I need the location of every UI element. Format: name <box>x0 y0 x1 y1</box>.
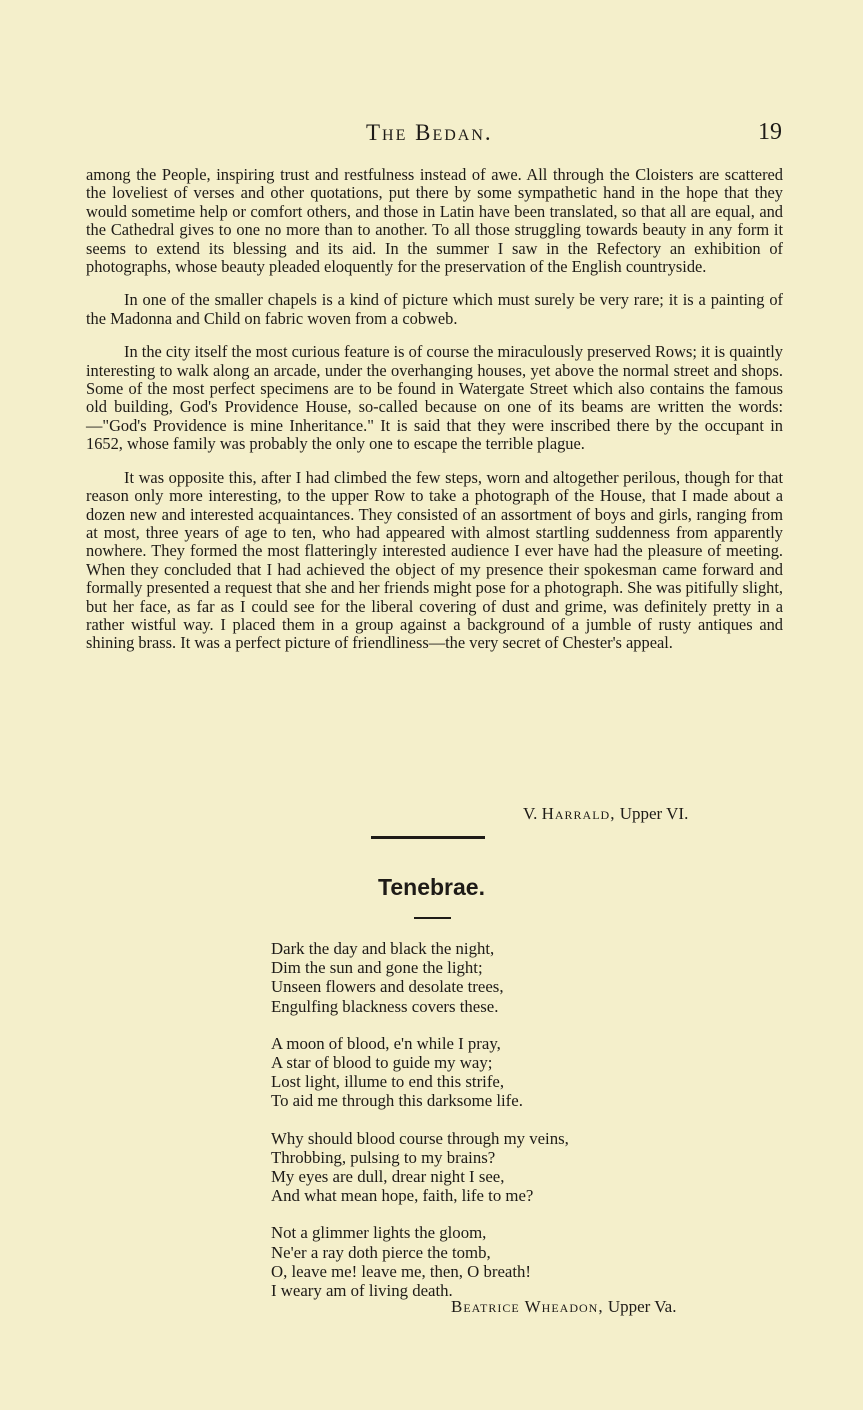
poem-line: My eyes are dull, drear night I see, <box>271 1167 505 1187</box>
author-initial: V. <box>523 804 538 823</box>
poem-line: Lost light, illume to end this strife, <box>271 1072 505 1092</box>
page-number: 19 <box>758 119 782 145</box>
poet-name: Beatrice Wheadon, <box>451 1297 604 1316</box>
poem-title: Tenebrae. <box>378 874 485 900</box>
poem-line: Dim the sun and gone the light; <box>271 958 483 978</box>
article-body <box>86 166 783 668</box>
poet-form: Upper Va. <box>607 1297 677 1316</box>
poem-body <box>271 939 569 1318</box>
article-signature <box>523 804 688 824</box>
poem-line: Not a glimmer lights the gloom, <box>271 1223 487 1243</box>
poem-stanza <box>271 1034 569 1111</box>
poem-line: And what mean hope, faith, life to me? <box>271 1186 534 1206</box>
running-title: The Bedan. <box>366 120 493 145</box>
page-header <box>0 120 863 154</box>
poem-line: Engulfing blackness covers these. <box>271 996 499 1016</box>
poem-line: Unseen flowers and desolate trees, <box>271 977 504 997</box>
poem-line: A moon of blood, e'n while I pray, <box>271 1033 501 1053</box>
poem-line: Ne'er a ray doth pierce the tomb, <box>271 1242 491 1262</box>
author-surname: Harrald, <box>541 804 616 823</box>
poem-line: I weary am of living death. <box>271 1281 453 1301</box>
poem-line: O, leave me! leave me, then, O breath! <box>271 1261 531 1281</box>
article-paragraph: among the People, inspiring trust and restfulness instead of awe. All through the Cloisters are scattered the loveliest of verses and other quotations, put there by some sympathetic hand in the hope that they would sometime help or comfort others, and those in Latin have been translated, so that all are equal, and the Cathedral gives to one no more than to another. To all those struggling towards beauty in any form it seems to extend its blessing and its aid. In the summer I saw in the Refectory an exhibition of photographs, whose beauty pleaded eloquently for the preservation of the English countryside. <box>86 165 783 277</box>
poem-line: Dark the day and black the night, <box>271 939 495 958</box>
article-paragraph: It was opposite this, after I had climbed the few steps, worn and altogether perilous, though for that reason only more interesting, to the upper Row to take a photograph of the House, that I made about a dozen new and interested acquaintances. They consisted of an assortment of boys and girls, ranging from at most, three years of age to ten, who had appeared with almost startling suddenness from apparently nowhere. They formed the most flatteringly interested audience I ever have had the pleasure of meeting. When they concluded that I had achieved the object of my presence their spokesman came forward and formally presented a request that she and her friends might pose for a photograph. She was pitifully slight, but her face, as far as I could see for the liberal covering of dust and grime, was definitely pretty in a rather wistful way. I placed them in a group against a background of a jumble of rusty antiques and shining brass. It was a perfect picture of friendliness—the very secret of Chester's appeal. <box>86 467 783 653</box>
section-divider <box>371 836 485 839</box>
poem-stanza <box>271 1129 569 1206</box>
poem-line: Throbbing, pulsing to my brains? <box>271 1147 496 1167</box>
article-paragraph: In one of the smaller chapels is a kind of picture which must surely be very rare; it is a painting of the Madonna and Child on fabric woven from a cobweb. <box>86 290 783 328</box>
poem-stanza <box>271 939 569 1016</box>
poem-line: To aid me through this darksome life. <box>271 1091 523 1111</box>
article-paragraph: In the city itself the most curious feature is of course the miraculously preserved Rows; it is quaintly interesting to walk along an arcade, under the overhanging houses, yet above the normal street and shops. Some of the most perfect specimens are to be found in Watergate Street which also contains the famous old building, God's Providence House, so-called because on one of its beams are written the words:—"God's Providence is mine Inheritance." It is said that they were inscribed there by the occupant in 1652, whose family was probably the only one to escape the terrible plague. <box>86 342 783 454</box>
author-form: Upper VI. <box>619 804 689 823</box>
title-underline <box>414 917 451 919</box>
poem-line: A star of blood to guide my way; <box>271 1053 493 1073</box>
poem-line: Why should blood course through my veins, <box>271 1128 569 1148</box>
poem-signature <box>451 1297 676 1317</box>
poem-stanza <box>271 1223 569 1300</box>
